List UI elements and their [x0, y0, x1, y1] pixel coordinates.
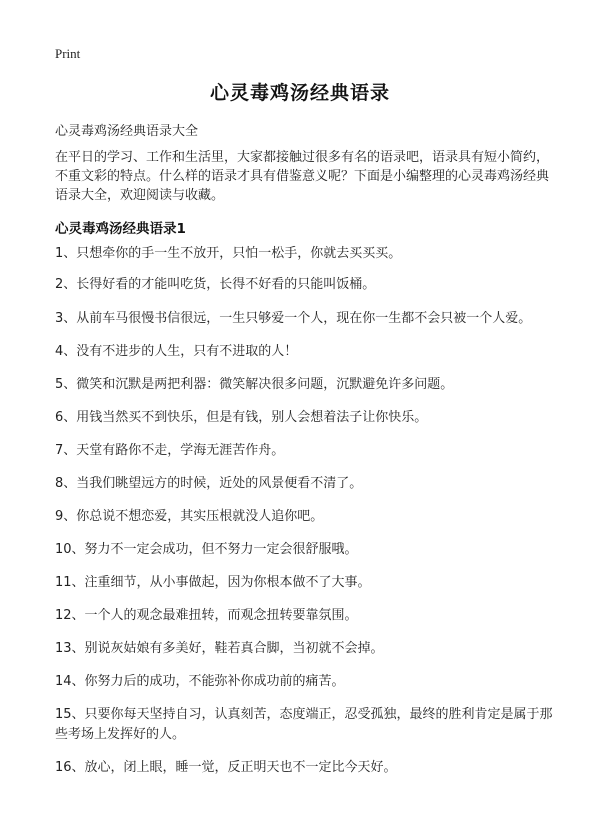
document-subtitle: 心灵毒鸡汤经典语录大全 [55, 124, 199, 139]
quote-item: 6、用钱当然买不到快乐，但是有钱，别人会想着法子让你快乐。 [55, 410, 428, 425]
quote-item: 4、没有不进步的人生，只有不进取的人！ [55, 344, 298, 359]
quote-item: 10、努力不一定会成功，但不努力一定会很舒服哦。 [55, 542, 358, 557]
quote-item: 7、天堂有路你不走，学海无涯苦作舟。 [55, 443, 285, 458]
quote-item: 3、从前车马很慢书信很远，一生只够爱一个人，现在你一生都不会只被一个人爱。 [55, 311, 532, 326]
quote-item: 16、放心，闭上眼，睡一觉，反正明天也不一定比今天好。 [55, 760, 397, 775]
quote-item: 8、当我们眺望远方的时候，近处的风景便看不清了。 [55, 476, 363, 491]
quote-item: 9、你总说不想恋爱，其实压根就没人追你吧。 [55, 509, 324, 524]
quote-item: 14、你努力后的成功，不能弥补你成功前的痛苦。 [55, 674, 345, 689]
quote-item: 13、别说灰姑娘有多美好，鞋若真合脚，当初就不会掉。 [55, 641, 384, 656]
quote-list [55, 244, 555, 778]
quote-item: 12、一个人的观念最难扭转，而观念扭转要靠氛围。 [55, 608, 358, 623]
quote-item: 1、只想牵你的手一生不放开，只怕一松手，你就去买买买。 [55, 246, 402, 261]
page-title: 心灵毒鸡汤经典语录 [209, 82, 390, 104]
quote-item: 15、只要你每天坚持自习，认真刻苦，态度端正，忍受孤独，最终的胜利肯定是属于那些考场上发挥好的人。 [55, 707, 553, 742]
quote-item: 11、注重细节，从小事做起，因为你根本做不了大事。 [55, 575, 371, 590]
print-label[interactable]: Print [55, 46, 81, 61]
quote-item: 5、微笑和沉默是两把利器：微笑解决很多问题，沉默避免许多问题。 [55, 377, 454, 392]
intro-paragraph: 在平日的学习、工作和生活里，大家都接触过很多有名的语录吧，语录具有短小简约，不重文彩的特点。什么样的语录才具有借鉴意义呢？下面是小编整理的心灵毒鸡汤经典语录大全，欢迎阅读与收藏。 [55, 150, 550, 203]
section-heading: 心灵毒鸡汤经典语录1 [55, 221, 186, 237]
quote-item: 2、长得好看的才能叫吃货，长得不好看的只能叫饭桶。 [55, 277, 376, 292]
